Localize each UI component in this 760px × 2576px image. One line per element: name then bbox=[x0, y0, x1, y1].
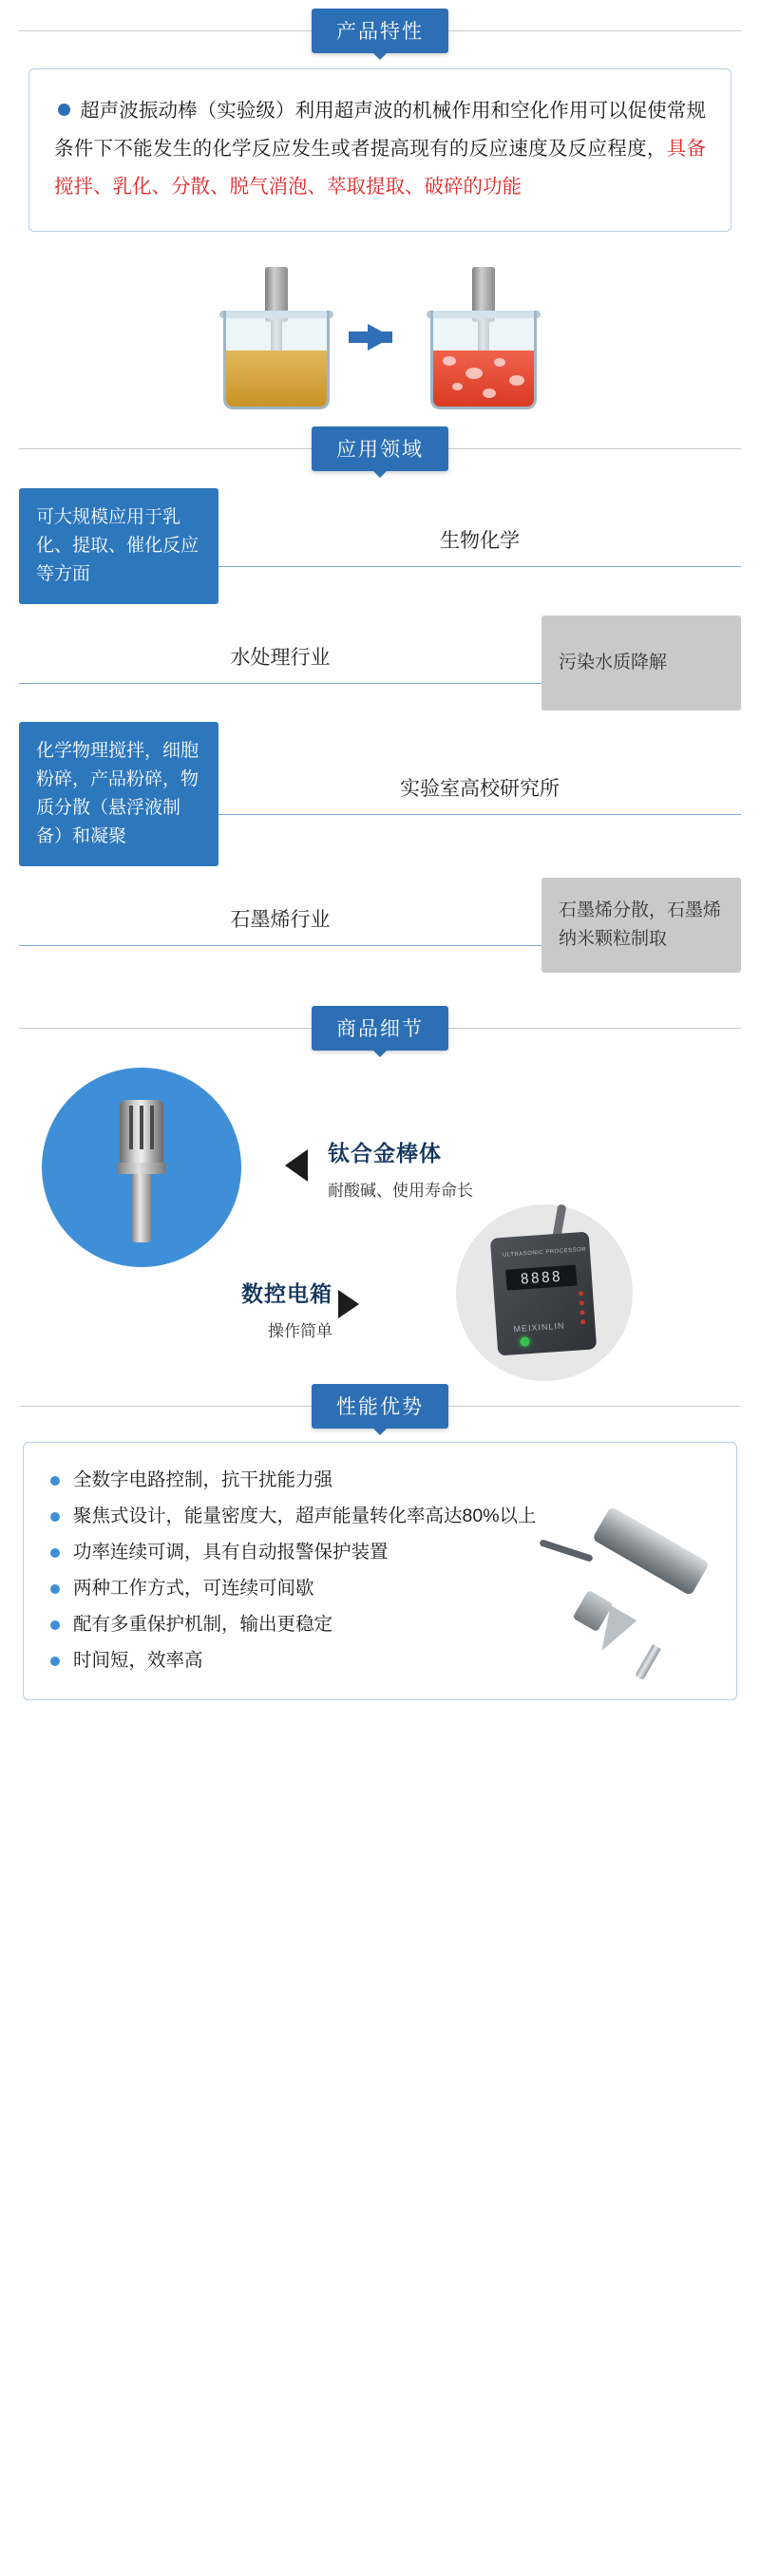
application-row bbox=[19, 612, 741, 714]
controller-panel-label: ULTRASONIC PROCESSOR bbox=[502, 1246, 587, 1259]
section-banner-advantages bbox=[0, 1375, 760, 1436]
banner-label-details: 商品细节 bbox=[312, 1006, 448, 1051]
transducer-photo bbox=[482, 1544, 719, 1686]
horn-collar bbox=[117, 1163, 166, 1174]
advantage-item: 两种工作方式，可连续可间歇 bbox=[48, 1570, 712, 1606]
advantage-item: 配有多重保护机制，输出更稳定 bbox=[48, 1606, 712, 1642]
controller-display: 8888 bbox=[505, 1265, 577, 1291]
beaker-glass bbox=[223, 311, 330, 409]
section-banner-features bbox=[0, 0, 760, 61]
led-indicator bbox=[580, 1310, 584, 1315]
advantages-box bbox=[23, 1442, 737, 1700]
application-title: 水处理行业 bbox=[19, 642, 542, 684]
banner-label-advantages: 性能优势 bbox=[312, 1384, 448, 1429]
bullet-dot-icon bbox=[58, 104, 70, 116]
titanium-horn-icon bbox=[120, 1100, 163, 1242]
application-row bbox=[19, 874, 741, 976]
application-row bbox=[19, 488, 741, 604]
transducer-tip-icon bbox=[635, 1644, 661, 1680]
application-card: 可大规模应用于乳化、提取、催化反应等方面 bbox=[19, 488, 218, 604]
advantage-item: 聚焦式设计，能量密度大，超声能量转化率高达80%以上 bbox=[48, 1498, 712, 1534]
horn-label-title: 钛合金棒体 bbox=[328, 1141, 442, 1165]
horn-label bbox=[328, 1136, 473, 1201]
beaker-glass bbox=[430, 311, 537, 409]
banner-label-features: 产品特性 bbox=[312, 9, 448, 53]
application-title: 石墨烯行业 bbox=[19, 904, 542, 946]
application-row bbox=[19, 722, 741, 866]
feature-paragraph bbox=[54, 92, 706, 206]
feature-text-main: 超声波振动棒（实验级）利用超声波的机械作用和空化作用可以促使常规条件下不能发生的化学反应发生或者提高现有的反应速度及反应程度， bbox=[54, 100, 706, 160]
controller-label-subtitle: 操作简单 bbox=[268, 1322, 332, 1340]
pointer-right-icon bbox=[338, 1290, 359, 1318]
product-detail-area bbox=[0, 1062, 760, 1375]
controller-unit-icon bbox=[490, 1232, 597, 1356]
application-list bbox=[19, 488, 741, 976]
horn-label-subtitle: 耐酸碱、使用寿命长 bbox=[328, 1182, 473, 1200]
section-banner-applications bbox=[0, 418, 760, 479]
controller-label-title: 数控电箱 bbox=[241, 1281, 332, 1306]
advantage-item: 全数字电路控制，抗干扰能力强 bbox=[48, 1462, 712, 1498]
section-banner-details bbox=[0, 997, 760, 1058]
controller-label bbox=[162, 1277, 332, 1341]
application-card: 污染水质降解 bbox=[542, 616, 741, 710]
led-indicator bbox=[580, 1300, 584, 1305]
feature-description-box bbox=[28, 68, 732, 232]
application-title: 实验室高校研究所 bbox=[218, 773, 741, 815]
bubbles-icon bbox=[433, 350, 534, 407]
power-led-icon bbox=[520, 1336, 530, 1347]
beaker-before bbox=[210, 261, 343, 413]
beaker-after bbox=[417, 261, 550, 413]
arrow-right-icon bbox=[368, 324, 392, 350]
advantage-item: 时间短，效率高 bbox=[48, 1642, 712, 1678]
controller-led-group bbox=[579, 1291, 586, 1329]
banner-label-applications: 应用领域 bbox=[312, 426, 448, 471]
horn-shaft bbox=[132, 1174, 151, 1242]
horn-head bbox=[120, 1100, 163, 1163]
application-card: 化学物理搅拌，细胞粉碎，产品粉碎，物质分散（悬浮液制备）和凝聚 bbox=[19, 722, 218, 866]
horn-slot bbox=[150, 1106, 154, 1149]
controller-brand-text: MEIXINLIN bbox=[513, 1320, 565, 1335]
advantage-item: 功率连续可调，具有自动报警保护装置 bbox=[48, 1534, 712, 1570]
pointer-left-icon bbox=[285, 1149, 308, 1182]
horn-slot bbox=[140, 1106, 143, 1149]
led-indicator bbox=[580, 1319, 585, 1324]
horn-slot bbox=[129, 1106, 133, 1149]
feature-text-highlight: 具备搅拌、乳化、分散、脱气消泡、萃取提取、破碎的功能 bbox=[54, 138, 706, 198]
led-indicator bbox=[579, 1291, 583, 1296]
liquid-amber bbox=[226, 350, 327, 407]
beaker-illustration bbox=[0, 256, 760, 418]
application-title: 生物化学 bbox=[218, 525, 741, 567]
application-card: 石墨烯分散，石墨烯纳米颗粒制取 bbox=[542, 878, 741, 973]
